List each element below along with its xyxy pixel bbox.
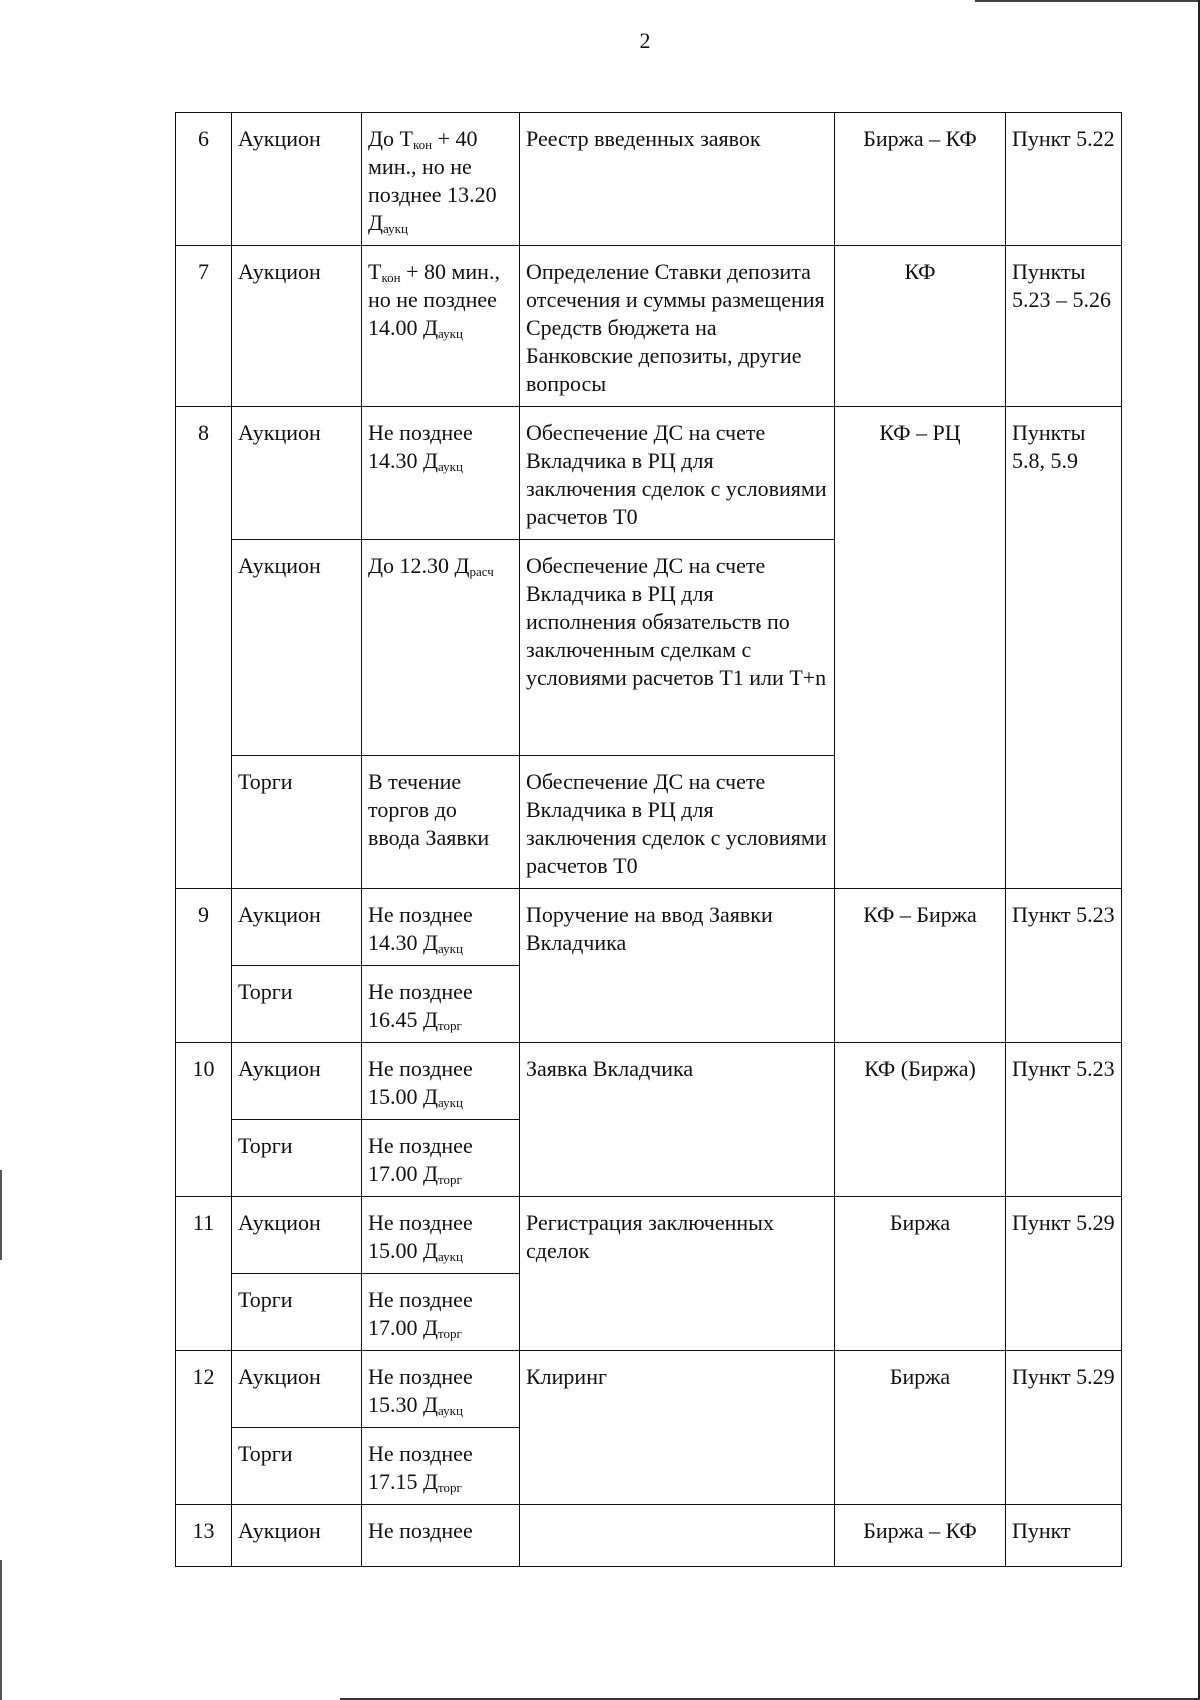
row-number: 11 [176, 1197, 232, 1351]
stage-cell: Аукцион [232, 246, 362, 407]
deadline-cell: В течение торгов до ввода Заявки [362, 756, 520, 889]
reference-cell: Пункт [1006, 1505, 1122, 1567]
table-row [176, 1043, 1122, 1120]
scan-left-mark [0, 1170, 2, 1260]
deadline-cell: $Т_{кон} + 80$ мин., но не позднее 14.00 $Д_{аукц}$ [362, 246, 520, 407]
participants-cell: Биржа – КФ [835, 113, 1006, 246]
row-number: 8 [176, 407, 232, 889]
deadline-cell: Не позднее 16.45 $Д_{торг}$ [362, 966, 520, 1043]
description-cell: Регистрация заключенных сделок [520, 1197, 835, 1351]
description-cell: Заявка Вкладчика [520, 1043, 835, 1197]
deadline-cell: Не позднее 15.00 $Д_{аукц}$ [362, 1043, 520, 1120]
reference-cell: Пункт 5.29 [1006, 1197, 1122, 1351]
description-cell: Реестр введенных заявок [520, 113, 835, 246]
deadline-cell: До $Т_{кон} + 40$ мин., но не позднее 13.20 $Д_{аукц}$ [362, 113, 520, 246]
deadline-cell: Не позднее 17.00 $Д_{торг}$ [362, 1120, 520, 1197]
deadline-cell: Не позднее 15.00 $Д_{аукц}$ [362, 1197, 520, 1274]
participants-cell: Биржа [835, 1197, 1006, 1351]
scan-corner-line [975, 0, 1200, 2]
participants-cell: Биржа [835, 1351, 1006, 1505]
reference-cell: Пункт 5.23 [1006, 1043, 1122, 1197]
description-cell: Обеспечение ДС на счете Вкладчика в РЦ для заключения сделок с условиями расчетов Т0 [520, 407, 835, 540]
reference-cell: Пункты 5.23 – 5.26 [1006, 246, 1122, 407]
row-number: 9 [176, 889, 232, 1043]
description-cell: Обеспечение ДС на счете Вкладчика в РЦ для заключения сделок с условиями расчетов Т0 [520, 756, 835, 889]
stage-cell: Торги [232, 756, 362, 889]
stage-cell: Аукцион [232, 1197, 362, 1274]
deadline-cell: Не позднее 17.15 $Д_{торг}$ [362, 1428, 520, 1505]
deadline-cell: Не позднее 17.00 $Д_{торг}$ [362, 1274, 520, 1351]
reference-cell: Пункт 5.22 [1006, 113, 1122, 246]
scan-left-mark [0, 1560, 2, 1700]
row-number: 6 [176, 113, 232, 246]
stage-cell: Аукцион [232, 407, 362, 540]
deadline-cell: Не позднее 14.30 $Д_{аукц}$ [362, 407, 520, 540]
deadline-cell: Не позднее 15.30 $Д_{аукц}$ [362, 1351, 520, 1428]
page-number: 2 [639, 28, 651, 53]
table-row [176, 1197, 1122, 1274]
stage-cell: Аукцион [232, 1505, 362, 1567]
stage-cell: Торги [232, 966, 362, 1043]
stage-cell: Аукцион [232, 1351, 362, 1428]
stage-cell: Аукцион [232, 1043, 362, 1120]
participants-cell: КФ [835, 246, 1006, 407]
stage-cell: Торги [232, 1120, 362, 1197]
schedule-table [175, 112, 1122, 1567]
description-cell: Клиринг [520, 1351, 835, 1505]
table-row [176, 889, 1122, 966]
description-cell [520, 1505, 835, 1567]
reference-cell: Пункт 5.29 [1006, 1351, 1122, 1505]
deadline-cell: Не позднее 14.30 $Д_{аукц}$ [362, 889, 520, 966]
participants-cell: КФ (Биржа) [835, 1043, 1006, 1197]
reference-cell: Пункт 5.23 [1006, 889, 1122, 1043]
description-cell: Определение Ставки депозита отсечения и суммы размещения Средств бюджета на Банковские депозиты, другие вопросы [520, 246, 835, 407]
stage-cell: Аукцион [232, 889, 362, 966]
row-number: 13 [176, 1505, 232, 1567]
participants-cell: КФ – РЦ [835, 407, 1006, 889]
table-row [176, 407, 1122, 540]
row-number: 7 [176, 246, 232, 407]
stage-cell: Аукцион [232, 113, 362, 246]
reference-cell: Пункты 5.8, 5.9 [1006, 407, 1122, 889]
participants-cell: КФ – Биржа [835, 889, 1006, 1043]
stage-cell: Торги [232, 1274, 362, 1351]
description-cell: Поручение на ввод Заявки Вкладчика [520, 889, 835, 1043]
table-row [176, 1351, 1122, 1428]
table-row [176, 246, 1122, 407]
stage-cell: Торги [232, 1428, 362, 1505]
table-row [176, 1505, 1122, 1567]
deadline-cell: Не позднее [362, 1505, 520, 1567]
row-number: 12 [176, 1351, 232, 1505]
row-number: 10 [176, 1043, 232, 1197]
description-cell: Обеспечение ДС на счете Вкладчика в РЦ для исполнения обязательств по заключенным сделкам с условиями расчетов Т1 или Т+n [520, 540, 835, 756]
deadline-cell: До 12.30 $Д_{расч}$ [362, 540, 520, 756]
stage-cell: Аукцион [232, 540, 362, 756]
participants-cell: Биржа – КФ [835, 1505, 1006, 1567]
table-row [176, 113, 1122, 246]
